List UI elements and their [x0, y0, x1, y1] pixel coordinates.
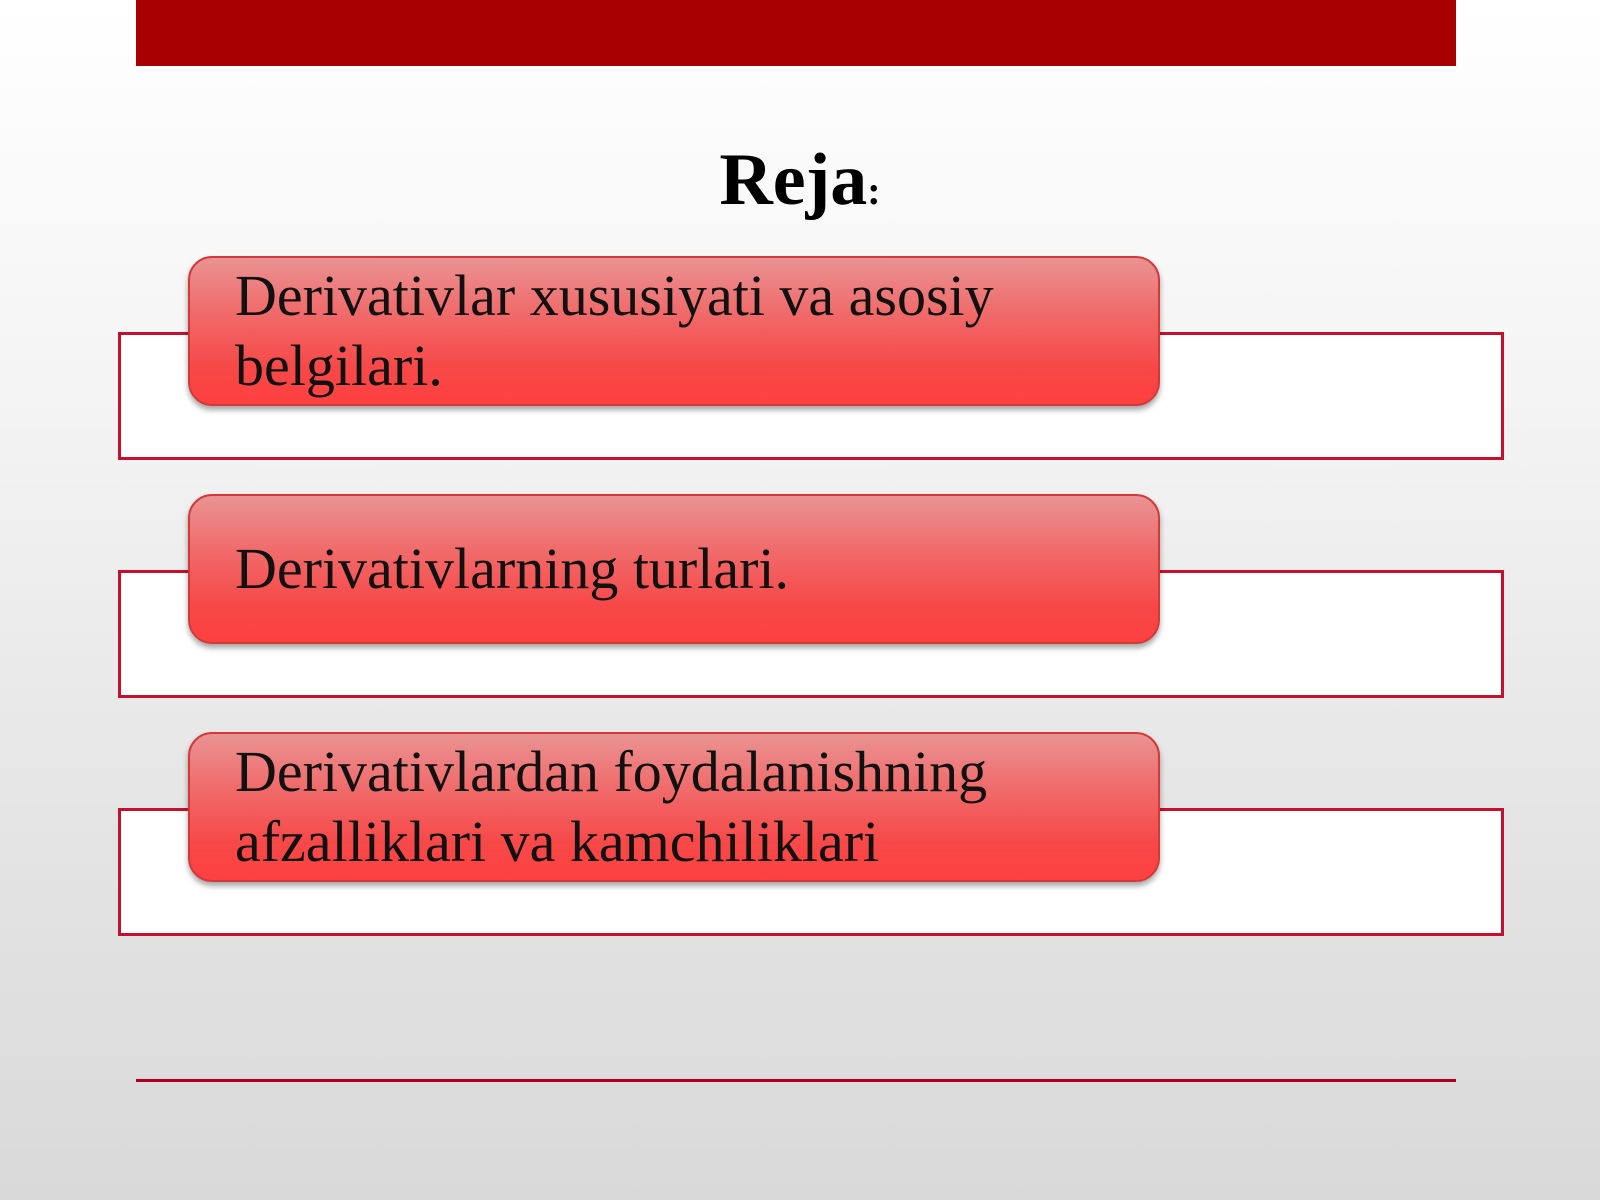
title-text: Reja: [719, 139, 868, 221]
plan-item-text: Derivativlar xususiyati va asosiy belgilari.: [235, 263, 994, 398]
header-bar: [136, 0, 1456, 66]
plan-item-box: [188, 256, 1160, 406]
plan-item-2: [0, 490, 1600, 730]
title-colon: :: [867, 168, 881, 213]
plan-item-text: Derivativlarning turlari.: [235, 536, 790, 601]
plan-item-box: [188, 494, 1160, 644]
plan-item-box: [188, 732, 1160, 882]
plan-item-text: Derivativlardan foydalanishning afzalliklari va kamchiliklari: [235, 739, 988, 874]
slide-title: [0, 138, 1600, 223]
footer-divider: [136, 1079, 1456, 1082]
plan-item-3: [0, 728, 1600, 968]
plan-item-1: [0, 252, 1600, 492]
